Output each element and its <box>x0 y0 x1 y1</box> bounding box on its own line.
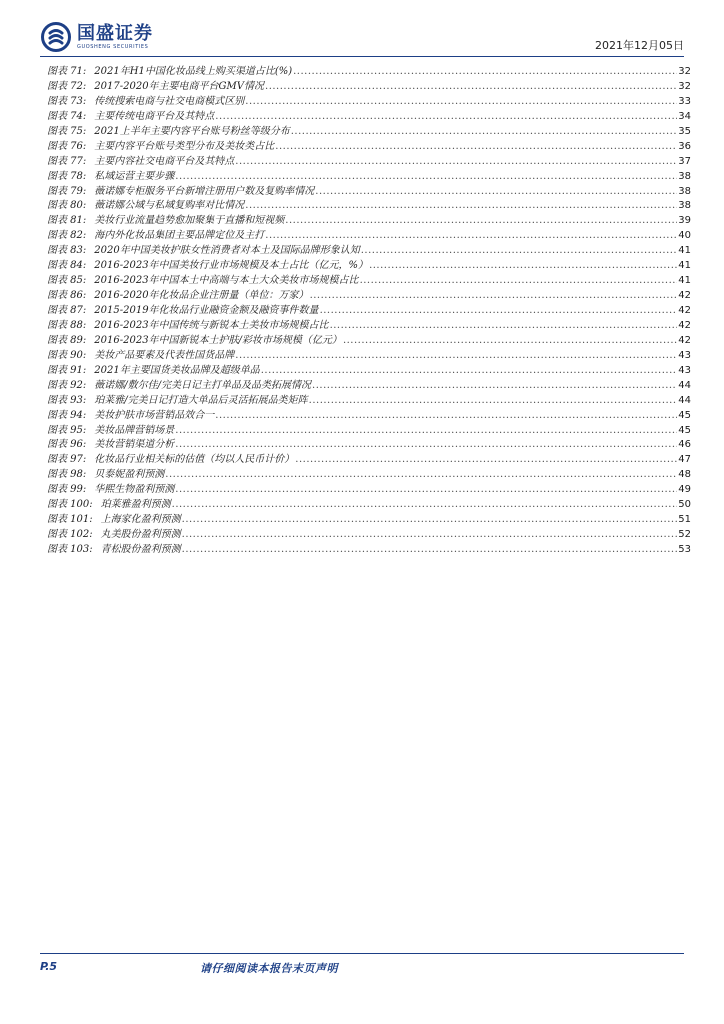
brand-name-cn: 国盛证券 <box>77 22 153 44</box>
toc-leader-dots <box>182 544 678 555</box>
toc-leader-dots <box>215 410 677 421</box>
toc-entry-label: 图表 103: <box>47 544 93 555</box>
toc-entry-page: 41 <box>678 260 691 272</box>
toc-entry-label: 图表 94: <box>47 409 87 421</box>
toc-entry-title: 2016-2023年中国本土中高端与本土大众美妆市场规模占比 <box>94 275 359 287</box>
toc-entry-title: 青松股份盈利预测 <box>100 544 181 555</box>
toc-entry-title: 美妆行业流量趋势愈加聚集于直播和短视频 <box>94 215 285 227</box>
toc-entry[interactable] <box>47 540 691 555</box>
toc-entry-title: 2016-2023年中国新锐本土护肤/彩妆市场规模（亿元） <box>94 334 342 346</box>
toc-entry[interactable] <box>47 421 691 436</box>
toc-entry-page: 42 <box>678 334 691 346</box>
toc-entry-title: 主要传统电商平台及其特点 <box>94 110 215 122</box>
toc-entry-label: 图表 83: <box>47 245 87 257</box>
toc-entry[interactable] <box>47 211 691 226</box>
toc-entry-title: 珀莱雅/完美日记打造大单品后灵活拓展品类矩阵 <box>94 394 308 406</box>
toc-leader-dots <box>285 215 677 226</box>
page-header <box>0 0 724 60</box>
logo-mark-icon <box>41 22 71 52</box>
header-divider <box>40 56 684 57</box>
toc-entry-label: 图表 77: <box>47 155 87 167</box>
toc-entry-title: 美妆营销渠道分析 <box>94 439 175 451</box>
toc-entry-title: 薇诺娜/敷尔佳/完美日记主打单品及品类拓展情况 <box>94 379 312 391</box>
toc-entry-page: 39 <box>678 215 691 227</box>
toc-entry-page: 38 <box>678 170 691 182</box>
toc-entry-title: 主要内容平台账号类型分布及美妆类占比 <box>94 140 275 152</box>
toc-entry-label: 图表 91: <box>47 364 87 376</box>
toc-entry-title: 2016-2023年中国美妆行业市场规模及本土占比（亿元，%） <box>94 260 369 272</box>
toc-entry-title: 华熙生物盈利预测 <box>94 484 175 496</box>
toc-entry-page: 32 <box>678 66 691 77</box>
toc-entry[interactable] <box>47 92 691 107</box>
toc-entry-title: 薇诺娜公域与私域复购率对比情况 <box>94 200 245 212</box>
toc-entry[interactable] <box>47 152 691 167</box>
toc-entry-label: 图表 87: <box>47 305 87 316</box>
toc-entry-label: 图表 98: <box>47 469 87 481</box>
toc-leader-dots <box>235 156 677 167</box>
toc-entry-title: 美妆产品要素及代表性国货品牌 <box>94 349 235 361</box>
toc-entry-title: 2020年中国美妆护肤女性消费者对本土及国际品牌形象认知 <box>94 245 360 257</box>
toc-entry[interactable] <box>47 480 691 495</box>
toc-entry[interactable] <box>47 107 691 122</box>
toc-entry-title: 2016-2023年中国传统与新锐本土美妆市场规模占比 <box>94 319 329 331</box>
toc-entry-title: 贝泰妮盈利预测 <box>94 469 165 481</box>
toc-entry-title: 上海家化盈利预测 <box>100 514 181 526</box>
disclaimer-note: 请仔细阅读本报告末页声明 <box>200 962 338 975</box>
toc-leader-dots <box>310 290 678 301</box>
toc-entry-page: 44 <box>678 394 691 406</box>
toc-entry[interactable] <box>47 361 691 376</box>
toc-leader-dots <box>293 66 677 77</box>
toc-entry-page: 35 <box>678 125 691 137</box>
toc-entry[interactable] <box>47 182 691 197</box>
toc-entry-title: 2016-2020年化妆品企业注册量（单位：万家） <box>94 290 309 302</box>
toc-leader-dots <box>361 245 678 256</box>
toc-entry-label: 图表 92: <box>47 379 87 391</box>
toc-entry-page: 52 <box>678 529 691 541</box>
toc-entry-label: 图表 99: <box>47 484 87 496</box>
toc-leader-dots <box>175 425 677 436</box>
toc-entry[interactable] <box>47 286 691 301</box>
toc-entry[interactable] <box>47 271 691 286</box>
toc-entry-page: 43 <box>678 364 691 376</box>
toc-leader-dots <box>315 186 677 197</box>
report-date: 2021年12月05日 <box>595 39 684 52</box>
toc-leader-dots <box>261 365 678 376</box>
toc-entry-title: 2015-2019年化妆品行业融资金额及融资事件数量 <box>94 305 319 316</box>
toc-entry-label: 图表 76: <box>47 140 87 152</box>
toc-entry-label: 图表 85: <box>47 275 87 287</box>
toc-entry-label: 图表 97: <box>47 454 87 466</box>
toc-leader-dots <box>265 230 677 241</box>
toc-entry-label: 图表 80: <box>47 200 87 212</box>
toc-entry[interactable] <box>47 226 691 241</box>
toc-entry-title: 美妆品牌营销场景 <box>94 424 175 436</box>
toc-leader-dots <box>215 111 677 122</box>
toc-entry-label: 图表 95: <box>47 424 87 436</box>
toc-entry-label: 图表 101: <box>47 514 93 526</box>
toc-entry-page: 36 <box>678 140 691 152</box>
toc-entry-label: 图表 72: <box>47 80 87 92</box>
toc-entry[interactable] <box>47 137 691 152</box>
toc-leader-dots <box>369 260 677 271</box>
toc-leader-dots <box>235 350 677 361</box>
toc-leader-dots <box>182 529 678 540</box>
toc-entry-title: 2017-2020年主要电商平台GMV情况 <box>94 80 265 92</box>
toc-entry-page: 50 <box>678 499 691 511</box>
toc-entry-label: 图表 73: <box>47 95 87 107</box>
toc-entry-label: 图表 89: <box>47 334 87 346</box>
toc-leader-dots <box>320 305 678 316</box>
page-number: P.5 <box>40 960 58 973</box>
toc-entry[interactable] <box>47 450 691 465</box>
toc-entry-page: 46 <box>678 439 691 451</box>
toc-entry-label: 图表 96: <box>47 439 87 451</box>
toc-entry[interactable] <box>47 316 691 331</box>
toc-leader-dots <box>360 275 678 286</box>
toc-entry[interactable] <box>47 77 691 92</box>
table-of-figures <box>47 62 691 555</box>
toc-entry-label: 图表 102: <box>47 529 93 541</box>
toc-entry-title: 2021上半年主要内容平台账号粉丝等级分布 <box>94 125 290 137</box>
toc-leader-dots <box>175 484 677 495</box>
toc-entry-page: 41 <box>678 275 691 287</box>
toc-entry-page: 33 <box>678 95 691 107</box>
footer-divider <box>40 953 684 954</box>
toc-leader-dots <box>309 395 678 406</box>
brand-name-en: GUOSHENG SECURITIES <box>77 43 149 50</box>
toc-entry-label: 图表 86: <box>47 290 87 302</box>
toc-leader-dots <box>312 380 677 391</box>
toc-entry-title: 传统搜索电商与社交电商模式区别 <box>94 95 245 107</box>
toc-entry[interactable] <box>47 122 691 137</box>
toc-entry-label: 图表 90: <box>47 349 87 361</box>
toc-entry-page: 49 <box>678 484 691 496</box>
toc-entry-label: 图表 74: <box>47 110 87 122</box>
toc-leader-dots <box>175 171 677 182</box>
toc-leader-dots <box>172 499 678 510</box>
toc-entry[interactable] <box>47 301 691 316</box>
toc-leader-dots <box>291 126 678 137</box>
toc-entry-page: 45 <box>678 424 691 436</box>
toc-entry-page: 38 <box>678 200 691 212</box>
toc-entry-title: 珀莱雅盈利预测 <box>100 499 171 511</box>
toc-entry[interactable] <box>47 406 691 421</box>
toc-entry-page: 51 <box>678 514 691 526</box>
toc-leader-dots <box>265 81 677 92</box>
toc-entry[interactable] <box>47 331 691 346</box>
toc-entry-title: 海内外化妆品集团主要品牌定位及主打 <box>94 230 265 242</box>
toc-entry-page: 41 <box>678 245 691 257</box>
toc-leader-dots <box>245 96 677 107</box>
toc-entry-label: 图表 88: <box>47 319 87 331</box>
toc-entry[interactable] <box>47 256 691 271</box>
toc-entry-title: 化妆品行业相关标的估值（均以人民币计价） <box>94 454 295 466</box>
toc-entry-label: 图表 75: <box>47 125 87 137</box>
toc-entry-page: 47 <box>678 454 691 466</box>
toc-entry[interactable] <box>47 465 691 480</box>
toc-entry[interactable] <box>47 196 691 211</box>
toc-leader-dots <box>182 514 678 525</box>
toc-entry-page: 42 <box>678 305 691 316</box>
toc-entry-label: 图表 81: <box>47 215 87 227</box>
toc-entry[interactable] <box>47 376 691 391</box>
toc-entry-label: 图表 71: <box>47 66 87 77</box>
toc-entry-page: 43 <box>678 349 691 361</box>
toc-entry-page: 44 <box>678 379 691 391</box>
toc-entry-page: 37 <box>678 155 691 167</box>
toc-leader-dots <box>343 335 677 346</box>
toc-entry-label: 图表 100: <box>47 499 93 511</box>
brand-logo <box>41 22 153 52</box>
toc-entry[interactable] <box>47 346 691 361</box>
toc-entry[interactable] <box>47 167 691 182</box>
toc-entry-title: 私域运营主要步骤 <box>94 170 175 182</box>
toc-entry-label: 图表 79: <box>47 185 87 197</box>
toc-entry-label: 图表 84: <box>47 260 87 272</box>
toc-entry[interactable] <box>47 525 691 540</box>
toc-entry[interactable] <box>47 391 691 406</box>
toc-entry-label: 图表 93: <box>47 394 87 406</box>
toc-entry-label: 图表 78: <box>47 170 87 182</box>
toc-entry-title: 薇诺娜专柜服务平台新增注册用户数及复购率情况 <box>94 185 315 197</box>
toc-entry-title: 2021年主要国货美妆品牌及超级单品 <box>94 364 260 376</box>
toc-entry-page: 32 <box>678 80 691 92</box>
toc-entry-title: 美妆护肤市场营销品效合一 <box>94 409 215 421</box>
toc-entry-page: 45 <box>678 409 691 421</box>
toc-leader-dots <box>295 454 677 465</box>
toc-entry-page: 38 <box>678 185 691 197</box>
toc-entry-page: 48 <box>678 469 691 481</box>
toc-leader-dots <box>275 141 677 152</box>
toc-entry-title: 主要内容社交电商平台及其特点 <box>94 155 235 167</box>
toc-entry[interactable] <box>47 510 691 525</box>
toc-entry-page: 42 <box>678 290 691 302</box>
toc-entry-page: 53 <box>678 544 691 555</box>
toc-entry[interactable] <box>47 495 691 510</box>
toc-entry[interactable] <box>47 62 691 77</box>
toc-leader-dots <box>245 200 677 211</box>
toc-entry-page: 34 <box>678 110 691 122</box>
toc-entry-label: 图表 82: <box>47 230 87 242</box>
toc-entry-page: 42 <box>678 319 691 331</box>
toc-leader-dots <box>175 439 677 450</box>
toc-entry-title: 丸美股份盈利预测 <box>100 529 181 541</box>
toc-entry-title: 2021年H1中国化妆品线上购买渠道占比(%) <box>94 66 293 77</box>
toc-leader-dots <box>165 469 677 480</box>
toc-leader-dots <box>330 320 678 331</box>
toc-entry-page: 40 <box>678 230 691 242</box>
toc-entry[interactable] <box>47 435 691 450</box>
toc-entry[interactable] <box>47 241 691 256</box>
